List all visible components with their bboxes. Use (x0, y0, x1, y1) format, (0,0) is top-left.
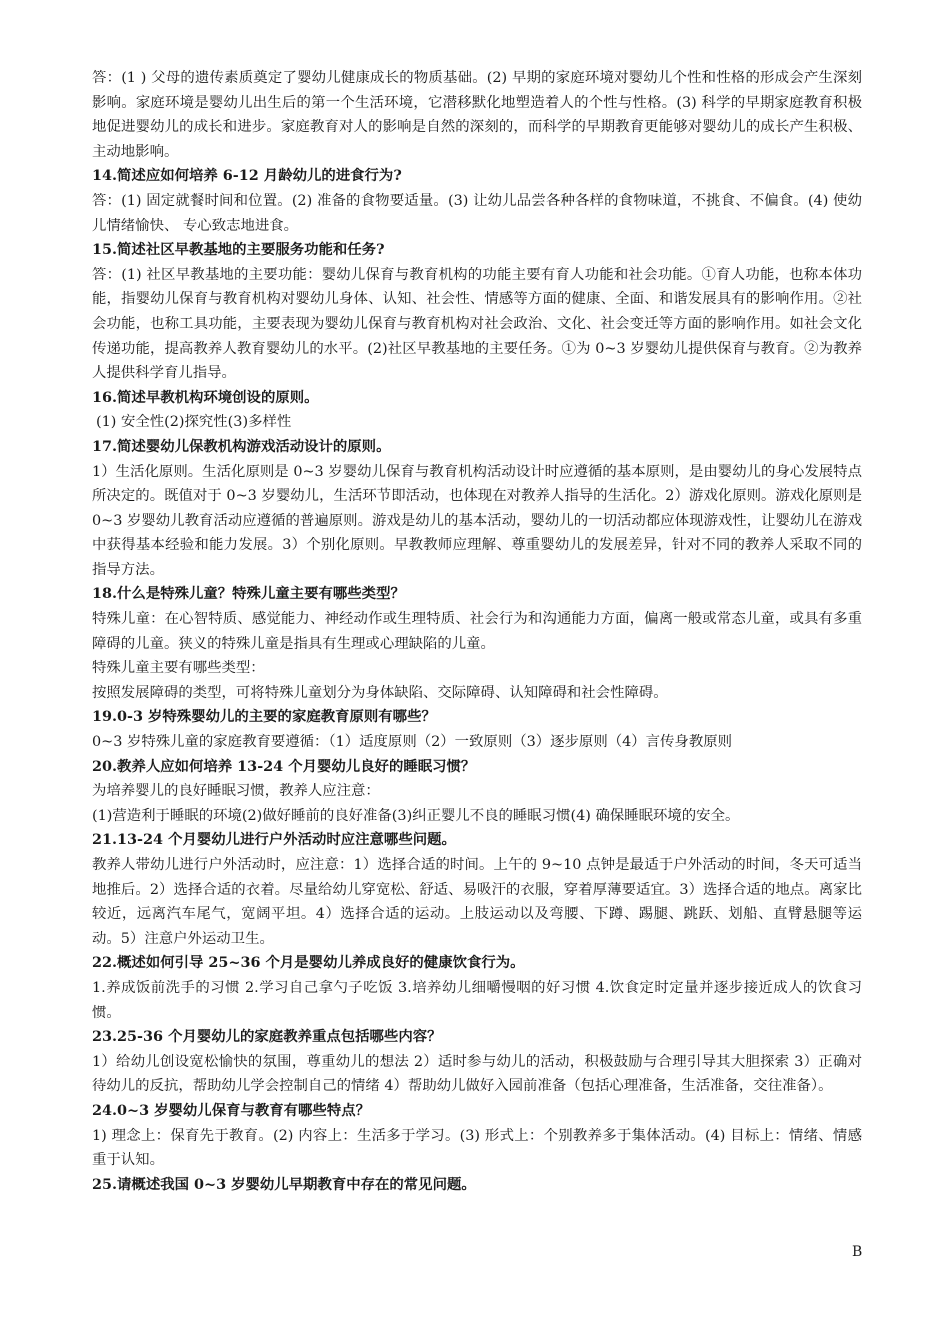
question-heading: 16.简述早教机构环境创设的原则。 (92, 388, 319, 406)
answer-paragraph: 答：(1) 固定就餐时间和位置。(2) 准备的食物要适量。(3) 让幼儿品尝各种各样的食物味道，不挑食、不偏食。(4) 使幼儿情绪愉快、 专心致志地进食。 (92, 192, 862, 234)
answer-paragraph: 答：(1 ) 父母的遗传素质奠定了婴幼儿健康成长的物质基础。(2) 早期的家庭环境对婴幼儿个性和性格的形成会产生深刻影响。家庭环境是婴幼儿出生后的第一个生活环境，它潜移默化地塑造着人的个性与性格。(3) 科学的早期家庭教育积极地促进婴幼儿的成长和进步。家庭教育对人的影响是自然的深刻的，而科学的早期教育更能够对婴幼儿的成长产生积极、主动地影响。 (92, 70, 862, 160)
document-body (92, 66, 862, 1197)
answer-paragraph: 0~3 岁特殊儿童的家庭教育要遵循：（1）适度原则（2）一致原则（3）逐步原则（4）言传身教原则 (92, 734, 732, 751)
question-heading: 22.概述如何引导 25~36 个月是婴幼儿养成良好的健康饮食行为。 (92, 954, 525, 972)
question-heading: 23.25-36 个月婴幼儿的家庭教养重点包括哪些内容？ (92, 1028, 442, 1046)
answer-paragraph: 特殊儿童主要有哪些类型： (92, 660, 265, 677)
question-heading: 24.0~3 岁婴幼儿保育与教育有哪些特点？ (92, 1101, 370, 1119)
answer-paragraph: (1)营造利于睡眠的环境(2)做好睡前的良好准备(3)纠正婴儿不良的睡眠习惯(4) 确保睡眠环境的安全。 (92, 807, 740, 824)
question-heading: 17.简述婴幼儿保教机构游戏活动设计的原则。 (92, 437, 391, 455)
answer-paragraph: 1）给幼儿创设宽松愉快的氛围，尊重幼儿的想法 2）适时参与幼儿的活动，积极鼓励与合理引导其大胆探索 3）正确对待幼儿的反抗，帮助幼儿学会控制自己的情绪 4）帮助幼儿做好入园前准备（包括心理准备，生活准备，交往准备）。 (92, 1053, 862, 1095)
answer-paragraph: 1) 理念上：保育先于教育。(2) 内容上：生活多于学习。(3) 形式上：个别教养多于集体活动。(4) 目标上：情绪、情感重于认知。 (92, 1127, 862, 1169)
answer-paragraph: 1）生活化原则。生活化原则是 0~3 岁婴幼儿保育与教育机构活动设计时应遵循的基本原则，是由婴幼儿的身心发展特点所决定的。既值对于 0~3 岁婴幼儿，生活环节即活动，也体现在对教养人指导的生活化。2）游戏化原则。游戏化原则是 0~3 岁婴幼儿教育活动应遵循的普遍原则。游戏是幼儿的基本活动，婴幼儿的一切活动都应体现游戏性，让婴幼儿在游戏中获得基本经验和能力发展。3）个别化原则。早教教师应理解、尊重婴幼儿的发展差异，针对不同的教养人采取不同的指导方法。 (92, 463, 862, 578)
answer-paragraph: 教养人带幼儿进行户外活动时，应注意：1）选择合适的时间。上午的 9~10 点钟是最适于户外活动的时间，冬天可适当地推后。2）选择合适的衣着。尽量给幼儿穿宽松、舒适、易吸汗的衣服，穿着厚薄要适宜。3）选择合适的地点。离家比较近，远离汽车尾气，宽阔平坦。4）选择合适的运动。上肢运动以及弯腰、下蹲、踢腿、跳跃、划船、直臂悬腿等运动。5）注意户外运动卫生。 (92, 857, 862, 947)
question-heading: 19.0-3 岁特殊婴幼儿的主要的家庭教育原则有哪些？ (92, 708, 436, 726)
question-heading: 21.13-24 个月婴幼儿进行户外活动时应注意哪些问题。 (92, 831, 456, 849)
question-heading: 18.什么是特殊儿童？特殊儿童主要有哪些类型？ (92, 585, 405, 603)
question-heading: 14.简述应如何培养 6-12 月龄幼儿的进食行为? (92, 167, 402, 185)
question-heading: 15.简述社区早教基地的主要服务功能和任务? (92, 241, 385, 259)
answer-paragraph: 特殊儿童：在心智特质、感觉能力、神经动作或生理特质、社会行为和沟通能力方面，偏离一般或常态儿童，或具有多重障碍的儿童。狭义的特殊儿童是指具有生理或心理缺陷的儿童。 (92, 611, 862, 652)
answer-paragraph: 1.养成饭前洗手的习惯 2.学习自己拿勺子吃饭 3.培养幼儿细嚼慢咽的好习惯 4.饮食定时定量并逐步接近成人的饮食习惯。 (92, 979, 862, 1021)
answer-paragraph: 答：(1) 社区早教基地的主要功能：婴幼儿保育与教育机构的功能主要有育人功能和社会功能。①育人功能，也称本体功能，指婴幼儿保育与教育机构对婴幼儿身体、认知、社会性、情感等方面的健康、全面、和谐发展具有的影响作用。②社会功能，也称工具功能，主要表现为婴幼儿保育与教育机构对社会政治、文化、社会变迁等方面的影响作用。如社会文化传递功能，提高教养人教育婴幼儿的水平。(2)社区早教基地的主要任务。①为 0~3 岁婴幼儿提供保育与教育。②为教养人提供科学育儿指导。 (92, 266, 862, 382)
question-heading: 25.请概述我国 0~3 岁婴幼儿早期教育中存在的常见问题。 (92, 1175, 476, 1193)
answer-paragraph: 为培养婴儿的良好睡眠习惯，教养人应注意： (92, 783, 380, 800)
question-heading: 20.教养人应如何培养 13-24 个月婴幼儿良好的睡眠习惯？ (92, 757, 476, 775)
answer-paragraph: (1) 安全性(2)探究性(3)多样性 (96, 414, 292, 431)
answer-paragraph: 按照发展障碍的类型，可将特殊儿童划分为身体缺陷、交际障碍、认知障碍和社会性障碍。 (92, 684, 668, 701)
page-mark: B (852, 1244, 863, 1260)
